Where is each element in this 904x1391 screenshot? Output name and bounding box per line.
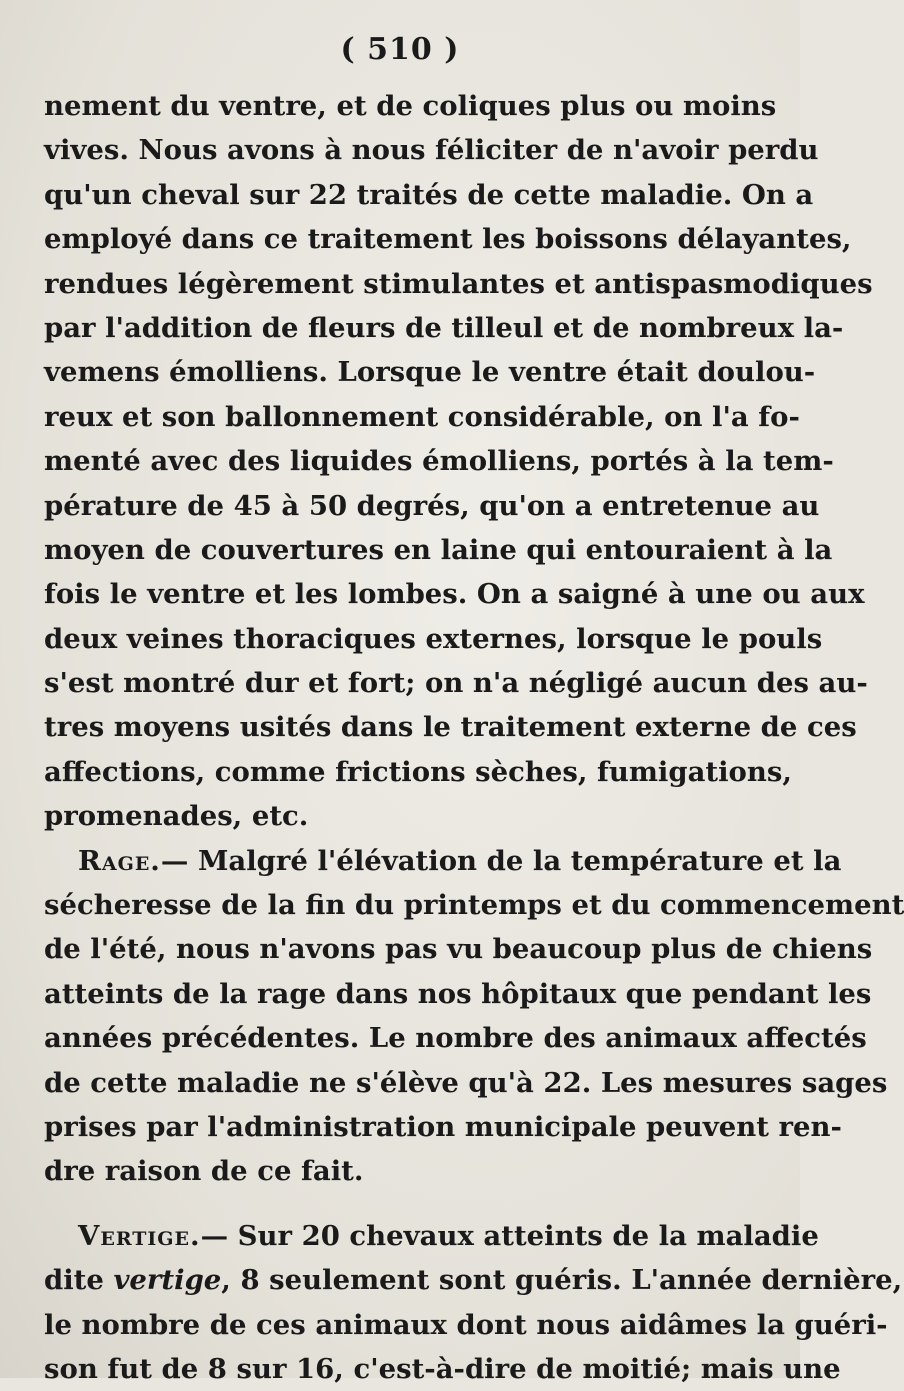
- text-line: atteints de la rage dans nos hôpitaux que pendant les: [44, 977, 872, 1010]
- text-line: s'est montré dur et fort; on n'a négligé aucun des au-: [44, 667, 868, 700]
- text-line: sécheresse de la fin du printemps et du commencement: [44, 889, 904, 922]
- text-fragment: , 8 seulement sont guéris. L'année dernière,: [221, 1264, 903, 1297]
- text-line: reux et son ballonnement considérable, on l'a fo-: [44, 400, 800, 433]
- text-line: son fut de 8 sur 16, c'est-à-dire de moitié; mais une: [44, 1352, 841, 1385]
- text-fragment: dite: [44, 1264, 114, 1297]
- text-line: qu'un cheval sur 22 traités de cette maladie. On a: [44, 178, 814, 211]
- text-line: fois le ventre et les lombes. On a saigné à une ou aux: [44, 578, 865, 611]
- text-line: [44, 1258, 903, 1302]
- text-line: le nombre de ces animaux dont nous aidâmes la guéri-: [44, 1308, 888, 1341]
- body-text: [44, 84, 904, 1391]
- rage-paragraph-start: [44, 839, 842, 883]
- text-line: prises par l'administration municipale peuvent ren-: [44, 1110, 842, 1143]
- vertige-heading: Vertige.: [78, 1219, 201, 1252]
- text-line: vemens émolliens. Lorsque le ventre était doulou-: [44, 356, 816, 389]
- rage-heading: Rage.: [78, 844, 161, 877]
- text-line: employé dans ce traitement les boissons délayantes,: [44, 223, 852, 256]
- text-line: moyen de couvertures en laine qui entouraient à la: [44, 533, 833, 566]
- text-line: deux veines thoraciques externes, lorsque le pouls: [44, 622, 823, 655]
- text-line: vives. Nous avons à nous féliciter de n'avoir perdu: [44, 134, 819, 167]
- text-line: de cette maladie ne s'élève qu'à 22. Les mesures sages: [44, 1066, 888, 1099]
- text-fragment: — Sur 20 chevaux atteints de la maladie: [200, 1219, 819, 1252]
- text-line: de l'été, nous n'avons pas vu beaucoup plus de chiens: [44, 933, 873, 966]
- page-number: ( 510 ): [340, 32, 460, 67]
- vertige-paragraph-start: [44, 1214, 819, 1258]
- text-line: tres moyens usités dans le traitement externe de ces: [44, 711, 857, 744]
- text-line: promenades, etc.: [44, 800, 309, 833]
- text-line: menté avec des liquides émolliens, portés à la tem-: [44, 445, 834, 478]
- text-line: par l'addition de fleurs de tilleul et de nombreux la-: [44, 311, 844, 344]
- text-line: nement du ventre, et de coliques plus ou moins: [44, 90, 777, 122]
- text-line: dre raison de ce fait.: [44, 1155, 364, 1188]
- italic-term: vertige: [113, 1264, 222, 1297]
- text-fragment: — Malgré l'élévation de la température et la: [160, 844, 842, 877]
- text-line: pérature de 45 à 50 degrés, qu'on a entretenue au: [44, 489, 820, 522]
- text-line: années précédentes. Le nombre des animaux affectés: [44, 1022, 867, 1055]
- text-line: rendues légèrement stimulantes et antispasmodiques: [44, 267, 873, 300]
- text-line: affections, comme frictions sèches, fumigations,: [44, 755, 792, 788]
